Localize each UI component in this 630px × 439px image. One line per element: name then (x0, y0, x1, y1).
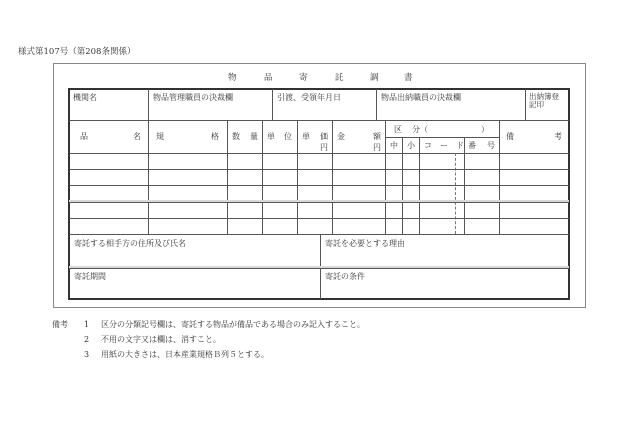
document-title (0, 71, 630, 81)
col-remarks-2: 考 (554, 132, 562, 141)
table-row[interactable] (69, 186, 569, 200)
table-row[interactable] (69, 170, 569, 185)
row-divider (69, 234, 569, 235)
notes-lead: 備考 (52, 320, 68, 329)
col-quantity-1: 数 (232, 132, 240, 141)
table-row[interactable] (69, 219, 569, 234)
col-item-name-2: 名 (133, 132, 141, 141)
row-divider (69, 268, 569, 269)
col-unit-price-1: 単 (302, 132, 310, 141)
note-text: 用紙の大きさは、日本産業規格Ｂ列５とする。 (101, 350, 269, 359)
title-char: 託 (335, 73, 344, 83)
col-unit-2: 位 (284, 132, 292, 141)
divider (69, 120, 569, 121)
col-spec-1: 規 (156, 132, 164, 141)
deposit-reason-field[interactable]: 寄託を必要とする理由 (325, 239, 405, 248)
col-unit-price-2: 価 (320, 132, 328, 141)
handover-date-field[interactable]: 引渡、受領年月日 (277, 93, 341, 102)
ledger-seal-label-1: 出納簿登 (529, 92, 559, 101)
col-amount-yen: 円 (373, 143, 381, 152)
title-char: 品 (264, 73, 273, 83)
divider (148, 89, 149, 120)
col-amount-1: 金 (337, 132, 345, 141)
title-char: 書 (404, 73, 413, 83)
col-remarks-1: 備 (506, 132, 514, 141)
deposit-conditions-field[interactable]: 寄託の条件 (325, 272, 365, 281)
title-char: 寄 (299, 73, 308, 83)
divider (525, 89, 526, 120)
form-number-label: 様式第107号（第208条関係） (18, 47, 136, 57)
col-classification-1: 区 (394, 125, 402, 134)
divider (376, 89, 377, 120)
title-char: 調 (370, 73, 379, 83)
agency-name-field[interactable]: 機関名 (73, 93, 97, 102)
col-spec-2: 格 (211, 132, 219, 141)
col-classification-3: ） (481, 125, 489, 134)
col-class-mid: 中 (390, 141, 398, 150)
col-item-name-1: 品 (80, 132, 88, 141)
table-row[interactable] (69, 154, 569, 169)
ledger-seal-label-2: 記印 (529, 100, 544, 109)
col-quantity-2: 量 (250, 132, 258, 141)
col-class-small: 小 (407, 141, 415, 150)
col-unit-price-yen: 円 (320, 143, 328, 152)
col-class-number-2: 号 (487, 141, 495, 150)
col-unit-1: 単 (267, 132, 275, 141)
note-text: 区分の分類記号欄は、寄託する物品が備品である場合のみ記入すること。 (101, 320, 365, 329)
note-text: 不用の文字又は欄は、消すこと。 (101, 335, 221, 344)
title-char: 物 (228, 73, 237, 83)
note-number: 2 (84, 335, 90, 344)
col-class-number-1: 番 (468, 141, 476, 150)
note-number: 3 (84, 350, 90, 359)
col-class-code: コ ー ド (424, 141, 464, 150)
divider (272, 89, 273, 120)
col-amount-2: 額 (373, 132, 381, 141)
property-officer-approval-field[interactable]: 物品出納職員の決裁欄 (381, 93, 461, 102)
property-manager-approval-field[interactable]: 物品管理職員の決裁欄 (153, 93, 233, 102)
deposit-period-field[interactable]: 寄託期間 (74, 272, 106, 281)
col-classification-2: 分（ (412, 125, 428, 134)
ledger-seal-field[interactable] (529, 93, 559, 109)
note-number: 1 (84, 320, 90, 329)
table-row[interactable] (69, 203, 569, 218)
depositary-address-name-field[interactable]: 寄託する相手方の住所及び氏名 (74, 239, 186, 248)
